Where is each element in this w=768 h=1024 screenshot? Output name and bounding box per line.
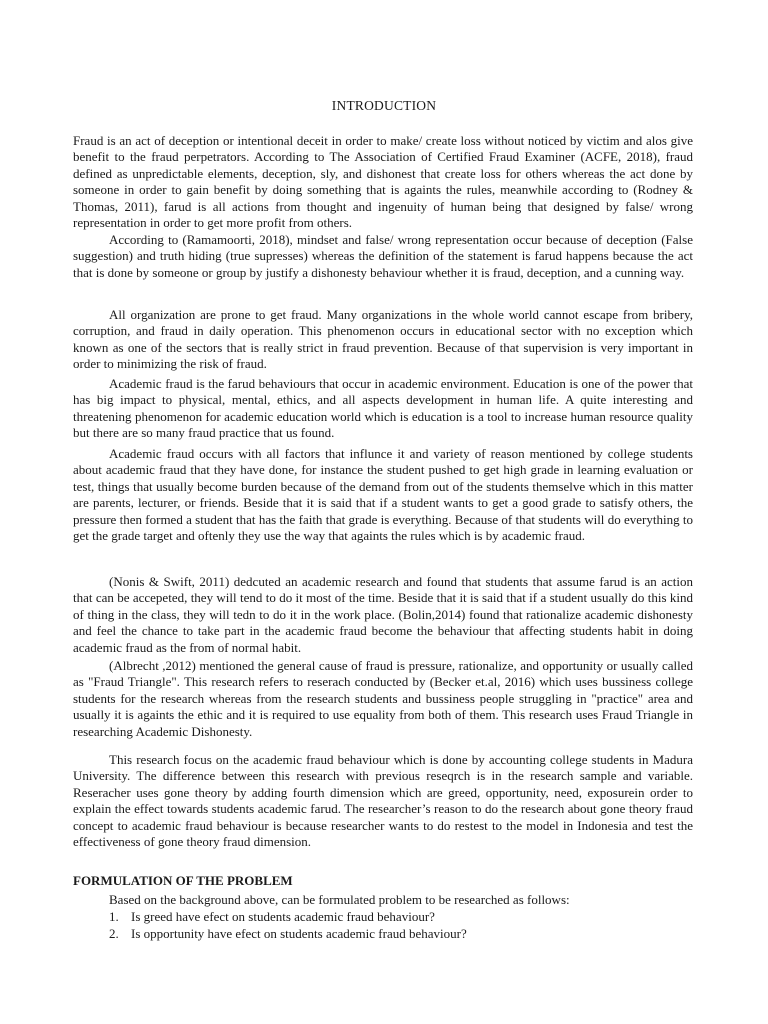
section-heading: FORMULATION OF THE PROBLEM bbox=[73, 873, 293, 888]
document-title: INTRODUCTION bbox=[331, 98, 437, 113]
list-intro: Based on the background above, can be formulated problem to be researched as follows: bbox=[109, 892, 570, 907]
list-item bbox=[73, 925, 693, 942]
paragraph-2: According to (Ramamoorti, 2018), mindset and false/ wrong representation occur because of deception (False suggestion) and truth hiding (true supresses) whereas the definition of the statement is farud happens because the act that is done by someone or group by justify a dishonesty behaviour whether it is fraud, deception, and a cunning way. bbox=[73, 232, 693, 280]
paragraph-4: Academic fraud is the farud behaviours that occur in academic environment. Education is one of the power that has big impact to physical, mental, ethics, and all aspects development in human life. A quite interesting and threatening phenomenon for academic education world which is education is a tool to increase human resource quality but there are so many fraud practice that us found. bbox=[73, 376, 693, 441]
paragraph-8: This research focus on the academic fraud behaviour which is done by accounting college students in Madura University. The difference between this research with previous reseqrch is in the research sample and variable. Reseracher uses gone theory by adding fourth dimension which are greed, opportunity, need, exposurein order to explain the effect towards students academic farud. The researcher’s reason to do the research about gone theory fraud concept to academic fraud behaviour is because researcher wants to do restest to the model in Indonesia and test the effectiveness of gone theory fraud dimension. bbox=[73, 752, 693, 850]
paragraph-7: (Albrecht ,2012) mentioned the general cause of fraud is pressure, rationalize, and opportunity or usually called as "Fraud Triangle". This research refers to reserach conducted by (Becker et.al, 2016) which uses bussiness college students for the research whereas from the research students and bussiness people struggling in "practice" area and usually it is againts the ethic and it is required to use equality from both of them. This research uses Fraud Triangle in researching Academic Dishonesty. bbox=[73, 658, 693, 739]
paragraph-5: Academic fraud occurs with all factors that influnce it and variety of reason mentioned by college students about academic fraud that they have done, for instance the student pushed to get high grade in learning evaluation or test, things that usually become burden because of the demand from out of the students themselve which in this matter are parents, lecturer, or friends. Beside that it is said that if a student wants to get a good grade to satisfy others, the pressure then formed a student that has the faith that grade is everything. Because of that students will do everything to get the grade target and oftenly they use the way that againts the rules which is by academic fraud. bbox=[73, 446, 693, 544]
list-item-text: Is opportunity have efect on students academic fraud behaviour? bbox=[131, 926, 467, 941]
problem-list bbox=[73, 891, 693, 942]
list-item bbox=[73, 908, 693, 925]
paragraph-3: All organization are prone to get fraud. Many organizations in the whole world cannot escape from bribery, corruption, and fraud in daily operation. This phenomenon occurs in educational sector with no exception which known as one of the sectors that is really strict in fraud prevention. Because of that supervision is very important in order to minimizing the risk of fraud. bbox=[73, 307, 693, 372]
paragraph-1: Fraud is an act of deception or intentional deceit in order to make/ create loss without noticed by victim and alos give benefit to the fraud perpetrators. According to The Association of Certified Fraud Examiner (ACFE, 2018), fraud defined as unpredictable elements, deception, sly, and dishonest that create loss for others whereas the act done by someone in order to gain benefit by doing something that is againts the rules, meanwhile according to (Rodney & Thomas, 2011), farud is all actions from thought and ingenuity of human being that designed by false/ wrong representation in order to get more profit from others. bbox=[73, 133, 693, 231]
list-item-text: Is greed have efect on students academic fraud behaviour? bbox=[131, 909, 435, 924]
list-item-number: 2. bbox=[109, 926, 119, 941]
list-item-number: 1. bbox=[109, 909, 119, 924]
paragraph-6: (Nonis & Swift, 2011) dedcuted an academic research and found that students that assume farud is an action that can be accepeted, they will tend to do it most of the time. Beside that it is said that if a student usually do this kind of thing in the class, they will tedn to do it in the work place. (Bolin,2014) found that rationalize academic dishonesty and feel the chance to take part in the academic fraud become the behaviour that affecting students habit in doing academic fraud as the from of normal habit. bbox=[73, 574, 693, 655]
